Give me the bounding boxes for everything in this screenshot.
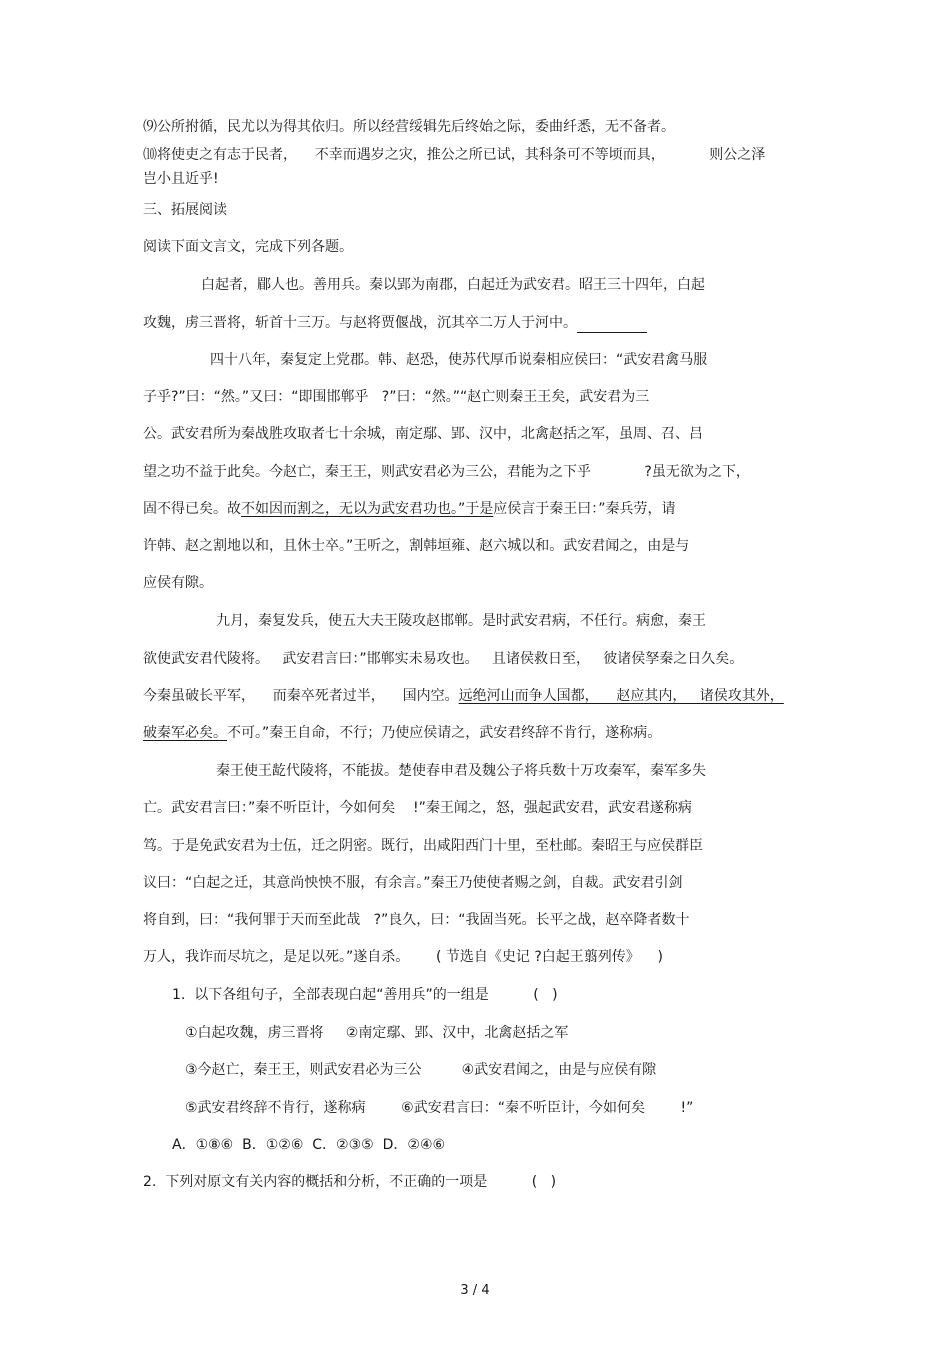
text-span: 攻魏，虏三晋将，斩首十三万。与赵将贾偃战，沉其卒二万人于河中。 [143,315,577,331]
underlined-sentence: 远绝河山而争人国都， 赵应其内， 诸侯攻其外， [458,688,784,704]
text-span: 固不得已矣。故 [143,501,241,517]
text-line: 应侯有隙。 [143,575,213,591]
text-line: 四十八年，秦复定上党郡。韩、赵恐，使苏代厚币说秦相应侯曰：“武安君禽马服 [210,352,708,368]
text-line: 欲使武安君代陵将。 武安君言曰：”邯郸实未易攻也。 且诸侯救日至， 彼诸侯孥秦之日久矣。 [143,651,744,667]
question-option-line: ⑤武安君终辞不肯行，遂称病 ⑥武安君言曰：“秦不听臣计，今如何矣 !” [185,1100,694,1116]
text-line: 万人，我诈而尽坑之，是足以死。”遂自杀。 ( 节选自《史记 ?白起王翦列传》 ) [143,949,664,965]
text-span: 今秦虽破长平军， 而秦卒死者过半， 国内空。 [143,688,459,704]
section-heading: 三、拓展阅读 [143,202,227,218]
text-line: 许韩、赵之割地以和，且休士卒。”王听之，割韩垣雍、赵六城以和。武安君闻之，由是与 [143,538,690,554]
question-option-line: ③今赵亡，秦王王，则武安君必为三公 ④武安君闻之，由是与应侯有隙 [185,1062,657,1078]
text-line: ⑼公所拊循，民尤以为得其依归。所以经营绥辑先后终始之际，委曲纤悉，无不备者。 [143,119,675,135]
text-line: 公。武安君所为秦战胜攻取者七十余城，南定鄢、郢、汉中，北禽赵括之军，虽周、召、吕 [143,426,703,442]
instruction-text: 阅读下面文言文，完成下列各题。 [143,239,353,255]
text-line [143,686,784,706]
answer-choices: A．①⑧⑥ B．①②⑥ C．②③⑤ D．②④⑥ [172,1137,446,1153]
text-line: 秦王使王龁代陵将，不能拔。楚使春申君及魏公子将兵数十万攻秦军，秦军多失 [216,763,706,779]
text-line: 笃。于是免武安君为士伍，迁之阴密。既行，出咸阳西门十里，至杜邮。秦昭王与应侯群臣 [143,838,703,854]
underlined-sentence: 不如因而割之，无以为武安君功也。”于是 [241,501,494,517]
question-1: 1. 以下各组句子，全部表现白起“善用兵”的一组是 ( ) [172,987,558,1003]
text-line [143,723,661,743]
text-line: 九月，秦复发兵，使五大夫王陵攻赵邯郸。是时武安君病，不任行。病愈，秦王 [216,613,706,629]
text-line: 子乎?”曰：“然。”又曰：“即围邯郸乎 ?”曰：“然。”“赵亡则秦王王矣，武安君为三 [143,389,650,405]
page-number: 3 / 4 [460,1283,490,1298]
text-line: 望之功不益于此矣。今赵亡，秦王王，则武安君必为三公，君能为之下乎 ?虽无欲为之下， [143,464,750,480]
question-2: 2. 下列对原文有关内容的概括和分析，不正确的一项是 ( ) [143,1174,557,1190]
text-line [143,499,676,519]
question-option-line: ①白起攻魏，虏三晋将 ②南定鄢、郢、汉中，北禽赵括之军 [185,1025,569,1041]
text-span: 不可。”秦王自命，不行；乃使应侯请之，武安君终辞不肯行，遂称病。 [227,725,662,741]
text-line [143,313,647,333]
text-line: ⑽将使吏之有志于民者， 不幸而遇岁之灾，推公之所已试，其科条可不等顷而具， 则公之泽 [143,147,766,163]
text-line: 议曰：“白起之迁，其意尚怏怏不服，有余言。”秦王乃使使者赐之剑，自裁。武安君引剑 [143,875,683,891]
answer-blank-line [577,316,647,333]
text-span: 应侯言于秦王曰：”秦兵劳，请 [493,501,676,517]
text-line: 白起者，郿人也。善用兵。秦以郢为南郡，白起迁为武安君。昭王三十四年，白起 [201,277,705,293]
text-line: 将自到，曰：“我何罪于天而至此哉 ?”良久，曰：“我固当死。长平之战，赵卒降者数十 [143,912,690,928]
text-line: 岂小且近乎! [143,171,219,187]
underlined-sentence: 破秦军必矣。 [143,725,227,741]
text-line: 亡。武安君言曰：”秦不听臣计，今如何矣 !”秦王闻之，怒，强起武安君，武安君遂称病 [143,800,692,816]
